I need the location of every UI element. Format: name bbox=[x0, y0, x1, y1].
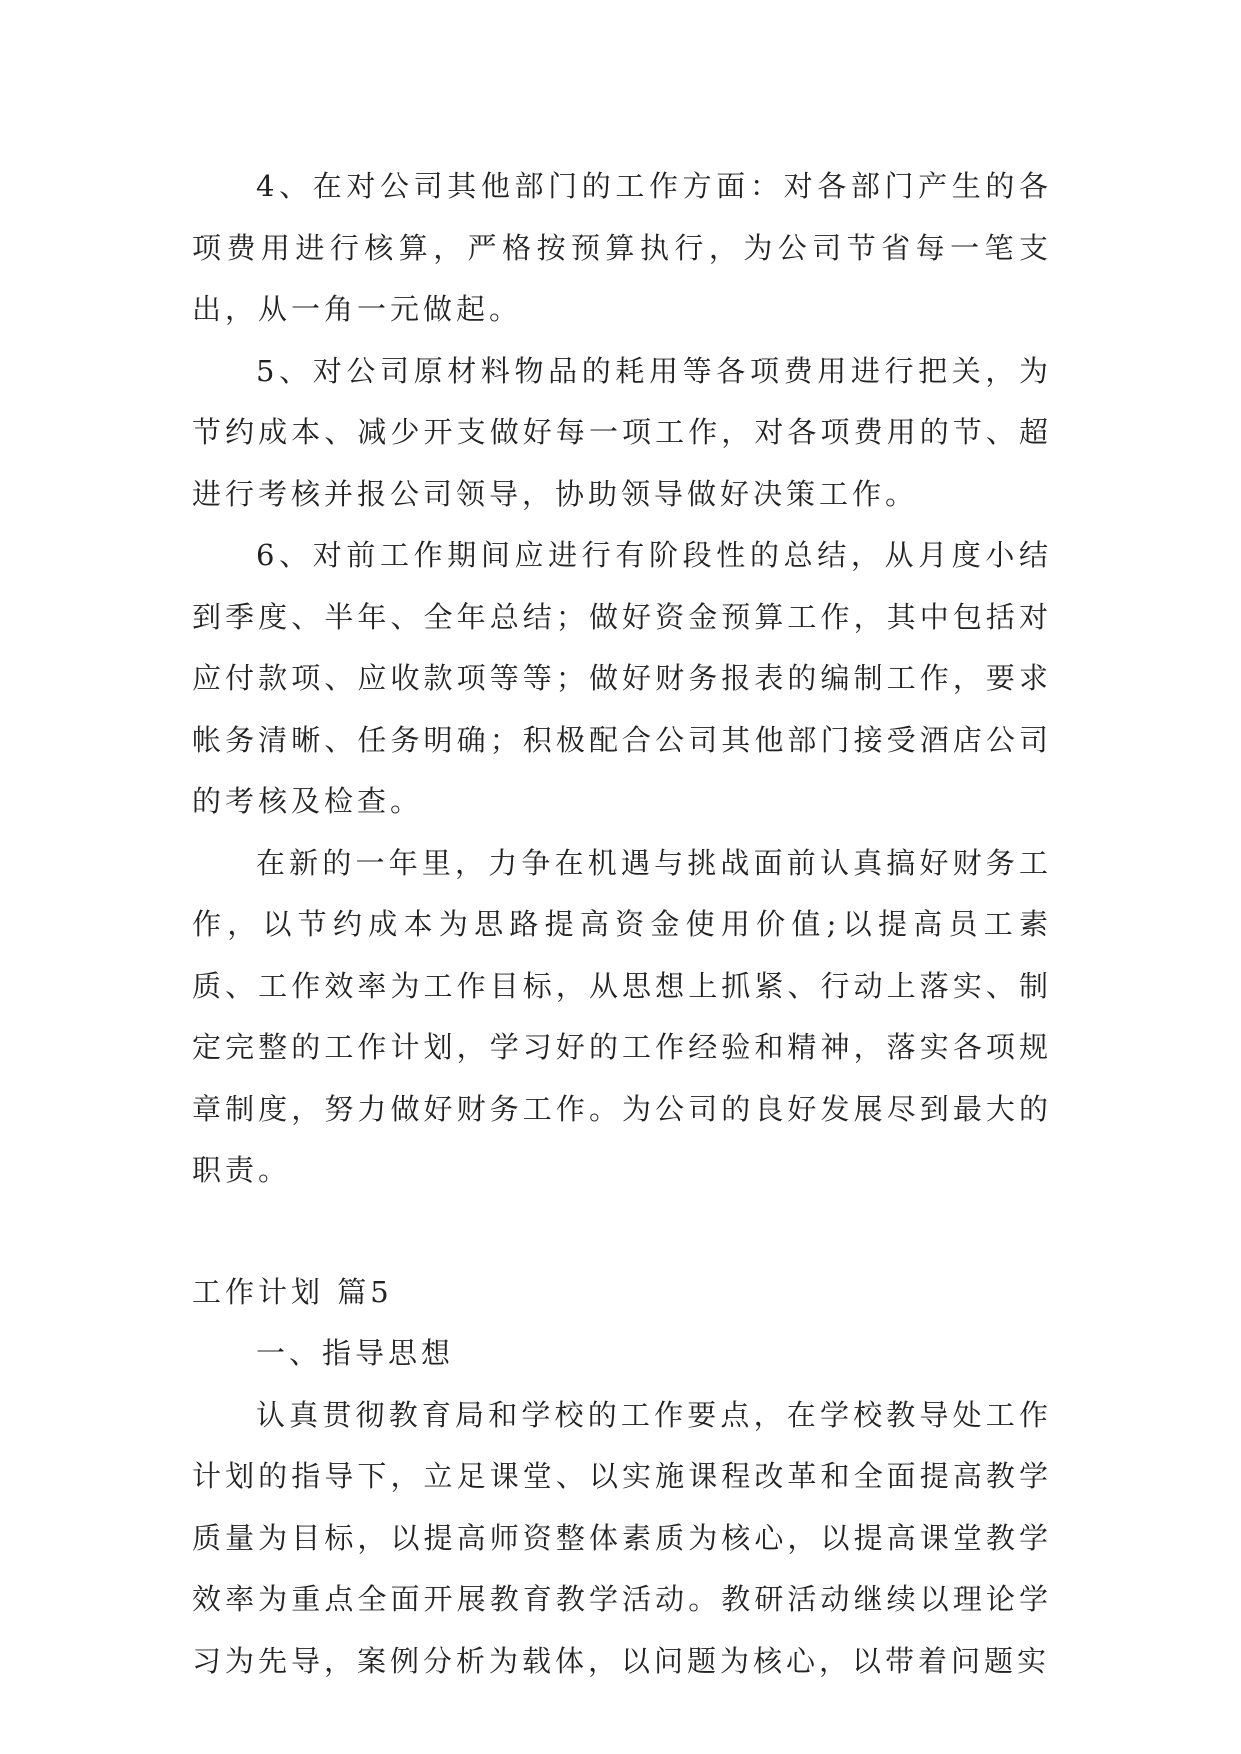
paragraph-summary: 在新的一年里，力争在机遇与挑战面前认真搞好财务工作，以节约成本为思路提高资金使用价值;以提高员工素质、工作效率为工作目标，从思想上抓紧、行动上落实、制定完整的工作计划，学习好的工作经验和精神，落实各项规章制度，努力做好财务工作。为公司的良好发展尽到最大的职责。 bbox=[192, 845, 1052, 1187]
section-subheading: 一、指导思想 bbox=[256, 1336, 455, 1370]
paragraph-item-5: 5、对公司原材料物品的耗用等各项费用进行把关，为节约成本、减少开支做好每一项工作，对各项费用的节、超进行考核并报公司领导，协助领导做好决策工作。 bbox=[192, 353, 1052, 511]
paragraph-item-4: 4、在对公司其他部门的工作方面：对各部门产生的各项费用进行核算，严格按预算执行，为公司节省每一笔支出，从一角一元做起。 bbox=[192, 169, 1052, 326]
paragraph-item-6: 6、对前工作期间应进行有阶段性的总结，从月度小结到季度、半年、全年总结；做好资金预算工作，其中包括对应付款项、应收款项等等；做好财务报表的编制工作，要求帐务清晰、任务明确；积极配合公司其他部门接受酒店公司的考核及检查。 bbox=[192, 538, 1052, 818]
paragraph-guiding-thought: 认真贯彻教育局和学校的工作要点，在学校教导处工作计划的指导下，立足课堂、以实施课程改革和全面提高教学质量为目标，以提高师资整体素质为核心，以提高课堂教学效率为重点全面开展教育教学活动。教研活动继续以理论学习为先导，案例分析为载体，以问题为核心，以带着问题实 bbox=[192, 1397, 1052, 1678]
section-title: 工作计划 篇5 bbox=[192, 1274, 393, 1309]
document-body bbox=[192, 156, 1052, 1692]
